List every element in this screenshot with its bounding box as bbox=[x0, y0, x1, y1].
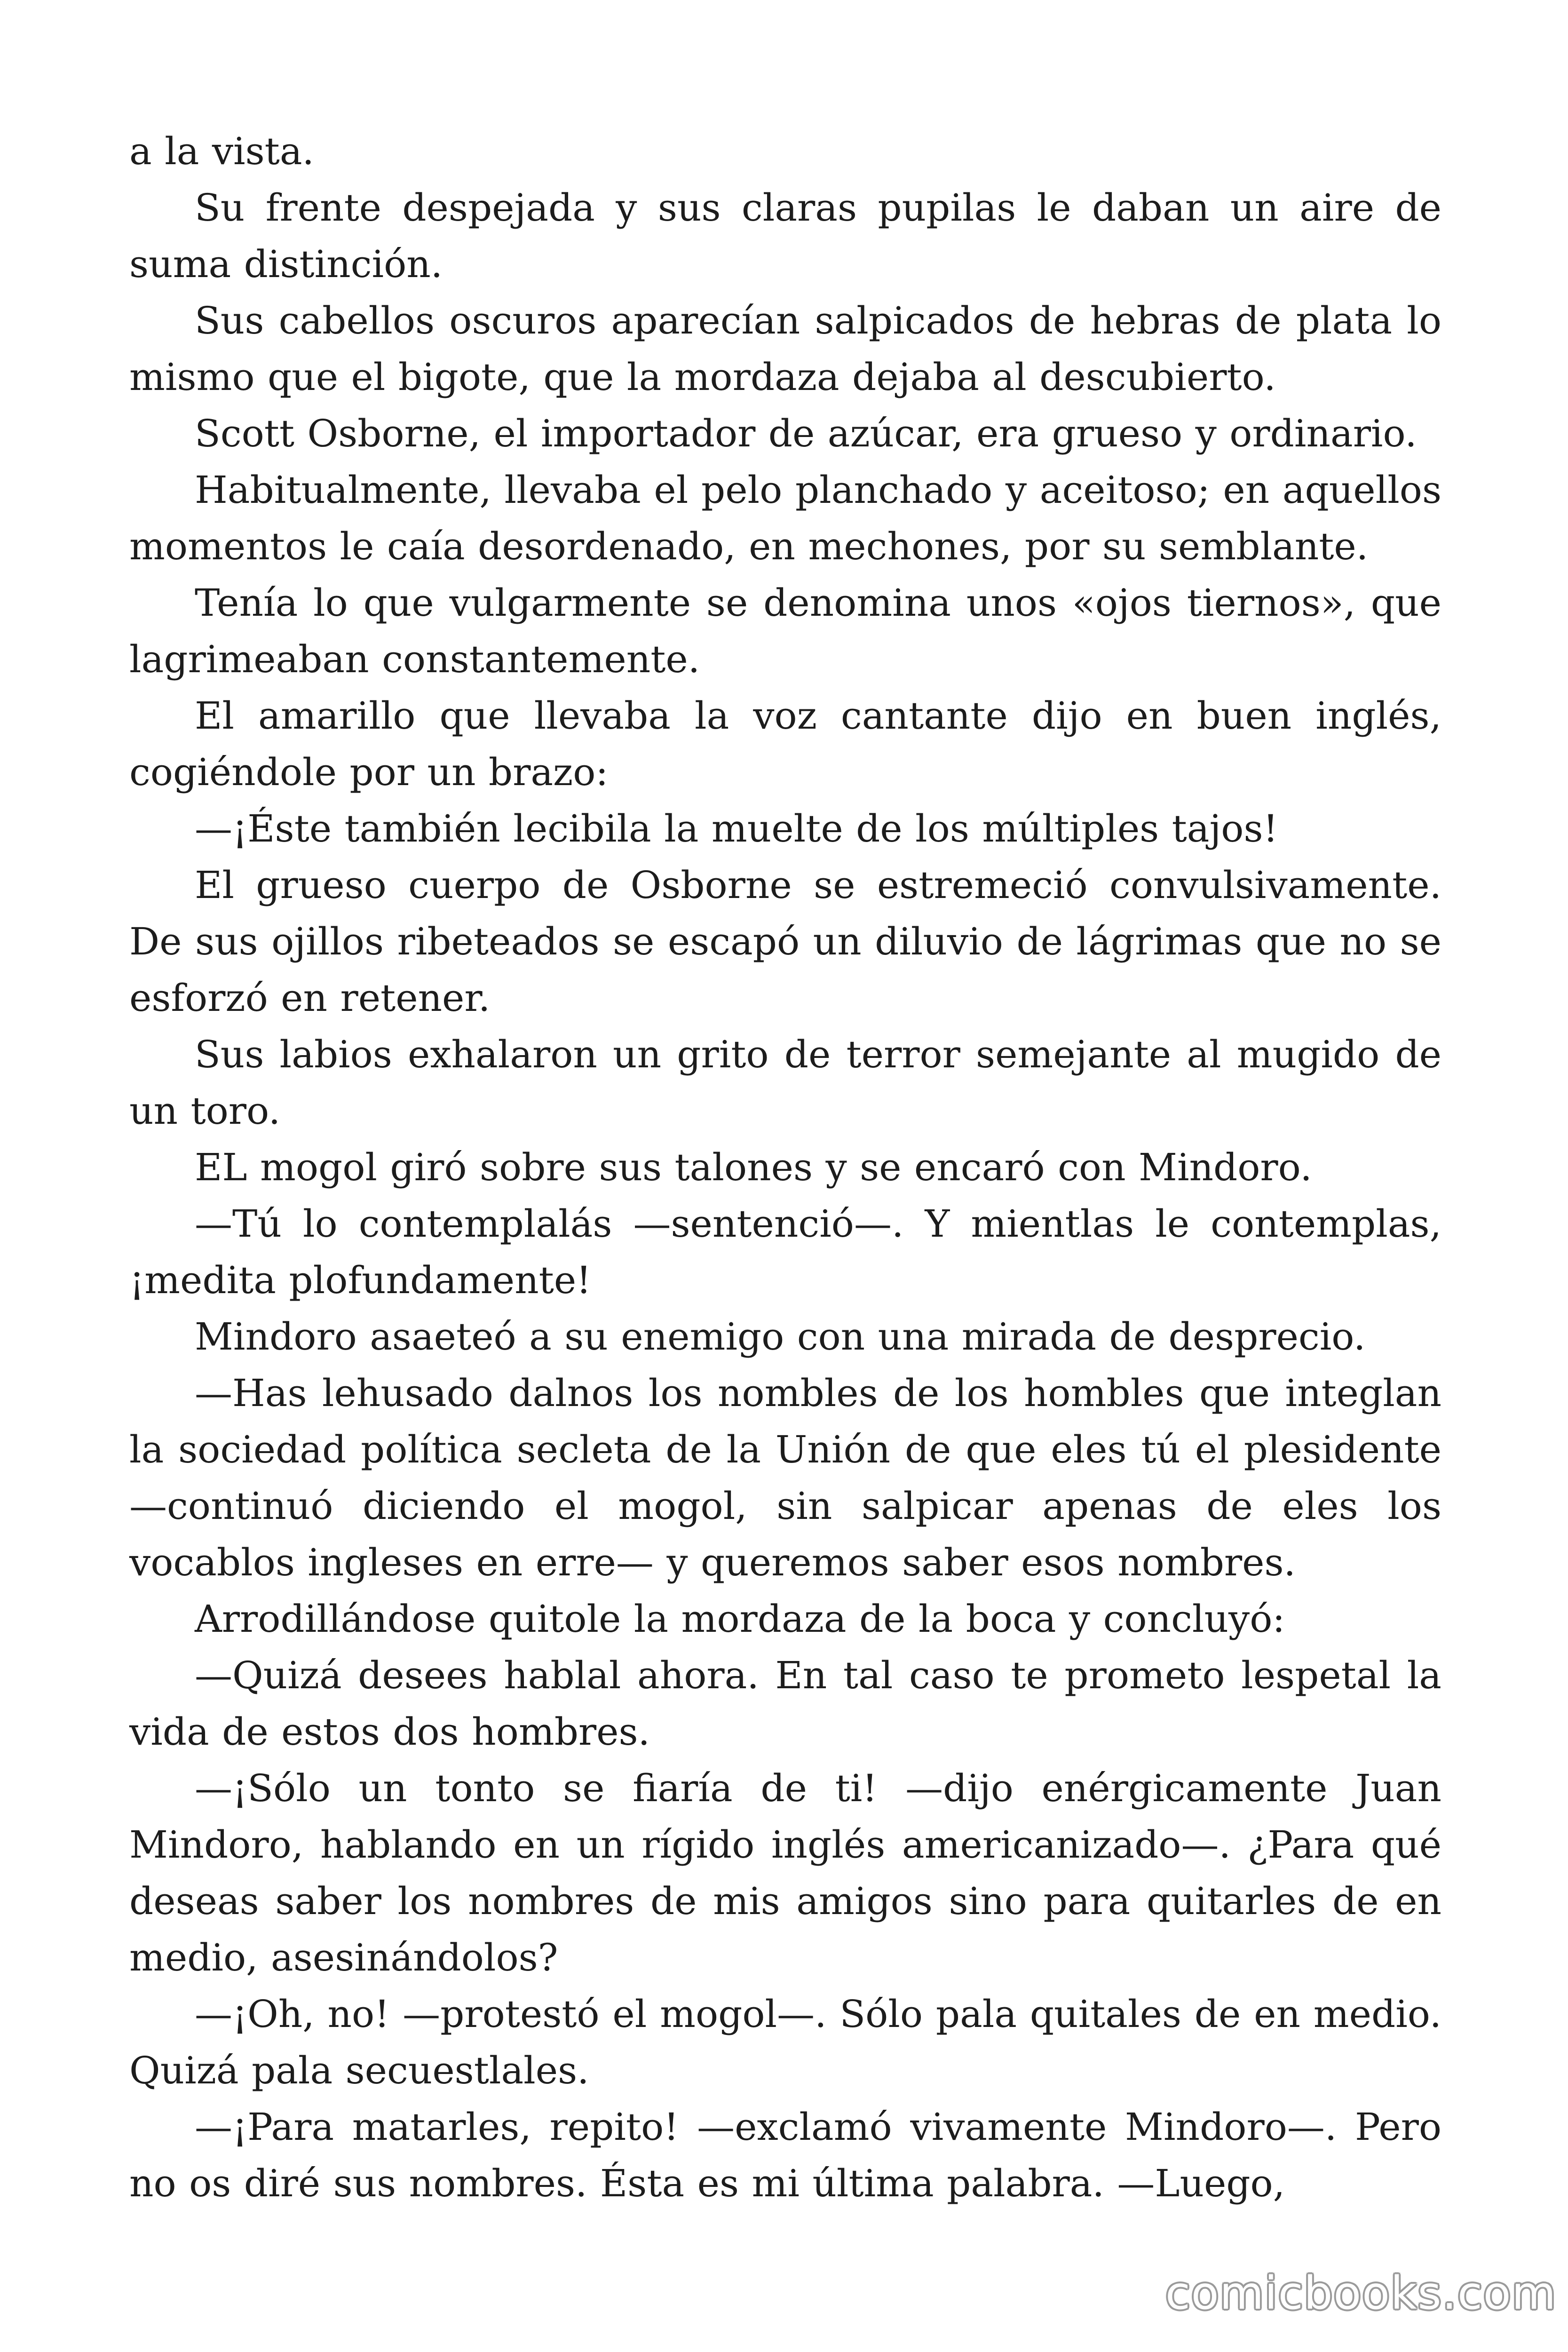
paragraph: El amarillo que llevaba la voz cantante dijo en buen inglés, cogiéndole por un brazo: bbox=[129, 694, 1441, 794]
paragraph: —Quizá desees hablal ahora. En tal caso te prometo lespetal la vida de estos dos hombres. bbox=[129, 1653, 1441, 1754]
paragraph: —¡Para matarles, repito! —exclamó vivamente Mindoro—. Pero no os diré sus nombres. Ésta es mi última palabra. —Luego, bbox=[129, 2105, 1441, 2205]
paragraph: Su frente despejada y sus claras pupilas le daban un aire de suma distinción. bbox=[129, 186, 1441, 286]
paragraph: —¡Éste también lecibila la muelte de los múltiples tajos! bbox=[195, 807, 1278, 850]
paragraph: Habitualmente, llevaba el pelo planchado y aceitoso; en aquellos momentos le caía desordenado, en mechones, por su semblante. bbox=[129, 468, 1441, 568]
paragraph: Mindoro asaeteó a su enemigo con una mirada de desprecio. bbox=[195, 1315, 1366, 1359]
paragraph: —Tú lo contemplalás —sentenció—. Y mientlas le contemplas, ¡medita plofundamente! bbox=[129, 1202, 1441, 1302]
paragraph: Sus labios exhalaron un grito de terror semejante al mugido de un toro. bbox=[129, 1033, 1441, 1133]
paragraph: —¡Oh, no! —protestó el mogol—. Sólo pala quitales de en medio. Quizá pala secuestlales. bbox=[129, 1992, 1441, 2092]
paragraph: Sus cabellos oscuros aparecían salpicados de hebras de plata lo mismo que el bigote, que la mordaza dejaba al descubierto. bbox=[129, 299, 1441, 399]
watermark: comicbooks.com bbox=[1165, 2267, 1557, 2320]
paragraph: —Has lehusado dalnos los nombles de los hombles que integlan la sociedad política secleta de la Unión de que eles tú el plesidente —continuó diciendo el mogol, sin salpicar apenas de eles los vocablos ingleses en erre— y queremos saber esos nombres. bbox=[129, 1371, 1441, 1584]
paragraph: Arrodillándose quitole la mordaza de la boca y concluyó: bbox=[195, 1597, 1285, 1641]
paragraph: EL mogol giró sobre sus talones y se encaró con Mindoro. bbox=[195, 1145, 1312, 1189]
paragraph: El grueso cuerpo de Osborne se estremeció convulsivamente. De sus ojillos ribeteados se escapó un diluvio de lágrimas que no se esforzó en retener. bbox=[129, 863, 1441, 1020]
paragraph: a la vista. bbox=[129, 129, 314, 173]
page-body-text bbox=[129, 123, 1441, 2212]
paragraph: Scott Osborne, el importador de azúcar, era grueso y ordinario. bbox=[195, 412, 1417, 455]
paragraph: Tenía lo que vulgarmente se denomina unos «ojos tiernos», que lagrimeaban constantemente. bbox=[129, 581, 1441, 681]
paragraph: —¡Sólo un tonto se fiaría de ti! —dijo enérgicamente Juan Mindoro, hablando en un rígido inglés americanizado—. ¿Para qué deseas saber los nombres de mis amigos sino para quitarles de en medio, asesinándolos? bbox=[129, 1766, 1441, 1979]
